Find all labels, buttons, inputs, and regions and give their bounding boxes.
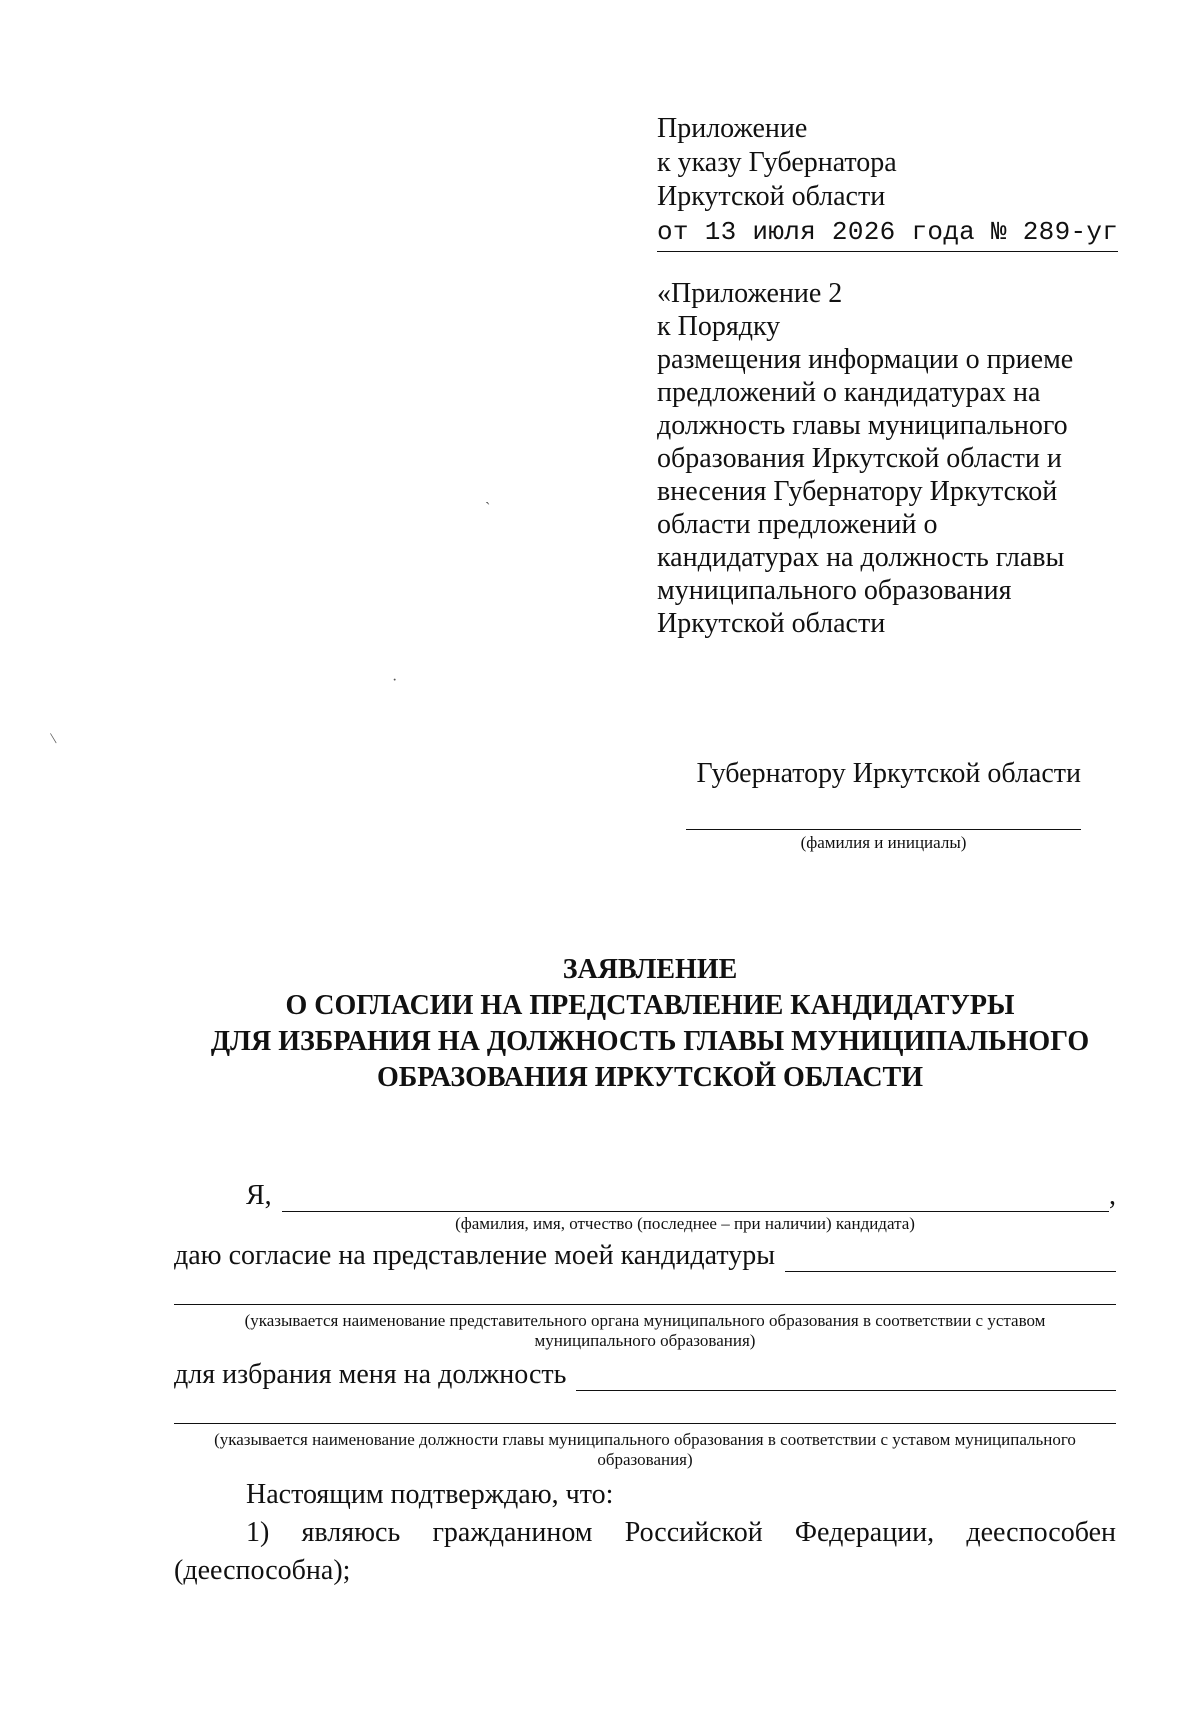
appendix-line: кандидатурах на должность главы [657,542,1065,573]
title-line: ДЛЯ ИЗБРАНИЯ НА ДОЛЖНОСТЬ ГЛАВЫ МУНИЦИПАЛЬНОГО [210,1026,1090,1057]
title-line: О СОГЛАСИИ НА ПРЕДСТАВЛЕНИЕ КАНДИДАТУРЫ [285,990,1015,1021]
appendix-line: Иркутской области [657,608,886,639]
approval-line: к указу Губернатора [657,147,897,178]
item-1 [174,1514,1116,1552]
candidate-name-field[interactable] [282,1185,1109,1212]
organ-name-field[interactable] [174,1282,1116,1305]
governor-name-field[interactable] [686,797,1081,830]
organ-hint: (указывается наименование представительного органа муниципального образования в соответствии с уставом муниципального образования) [244,1311,1046,1350]
scan-mark: · [392,672,398,689]
item-1-continuation: (дееспособна); [174,1555,351,1586]
i-comma: , [1109,1180,1116,1211]
position-hint: (указывается наименование должности главы муниципального образования в соответствии с уставом муниципального образования) [214,1430,1076,1469]
appendix-line: внесения Губернатору Иркутской [657,476,1058,507]
application-form [174,1180,1116,1590]
position-label: для избрания меня на должность [174,1359,567,1390]
addressee-to: Губернатору Иркутской области [696,758,1081,789]
title-line: ОБРАЗОВАНИЯ ИРКУТСКОЙ ОБЛАСТИ [377,1062,923,1093]
appendix-line: области предложений о [657,509,938,540]
scan-mark: ˏ [485,488,491,505]
i-label: Я, [246,1180,272,1211]
appendix-line: предложений о кандидатурах на [657,377,1041,408]
approval-line: Приложение [657,113,808,144]
item-1-word: Российской [624,1517,763,1548]
scan-mark: / [45,731,62,746]
item-1-word: гражданином [432,1517,593,1548]
item-1-word: являюсь [301,1517,401,1548]
appendix-line: к Порядку [657,311,781,342]
item-1-word: дееспособен [966,1517,1116,1548]
item-1-word: 1) [246,1517,270,1548]
name-hint: (фамилия, имя, отчество (последнее – при наличии) кандидата) [455,1214,915,1233]
title-line: ЗАЯВЛЕНИЕ [562,954,738,985]
approval-line: Иркутской области [657,181,886,212]
item-1-word: Федерации, [794,1517,935,1548]
appendix-line: размещения информации о приеме [657,344,1074,375]
appendix-line: муниципального образования [657,575,1012,606]
consent-label: даю согласие на представление моей кандидатуры [174,1240,776,1271]
appendix-block [657,277,1097,640]
appendix-line: «Приложение 2 [657,278,843,309]
approval-block [657,112,1119,252]
position-field[interactable] [576,1364,1116,1391]
appendix-line: образования Иркутской области и [657,443,1062,474]
appendix-line: должность главы муниципального [657,410,1068,441]
addressee-block [686,757,1081,853]
document-title [130,952,1170,1096]
addressee-hint: (фамилия и инициалы) [800,833,967,852]
confirm-text: Настоящим подтверждаю, что: [246,1479,614,1510]
position-name-field[interactable] [174,1401,1116,1424]
consent-field[interactable] [785,1245,1116,1272]
decree-number: от 13 июля 2026 года № 289-уг [657,215,1118,252]
